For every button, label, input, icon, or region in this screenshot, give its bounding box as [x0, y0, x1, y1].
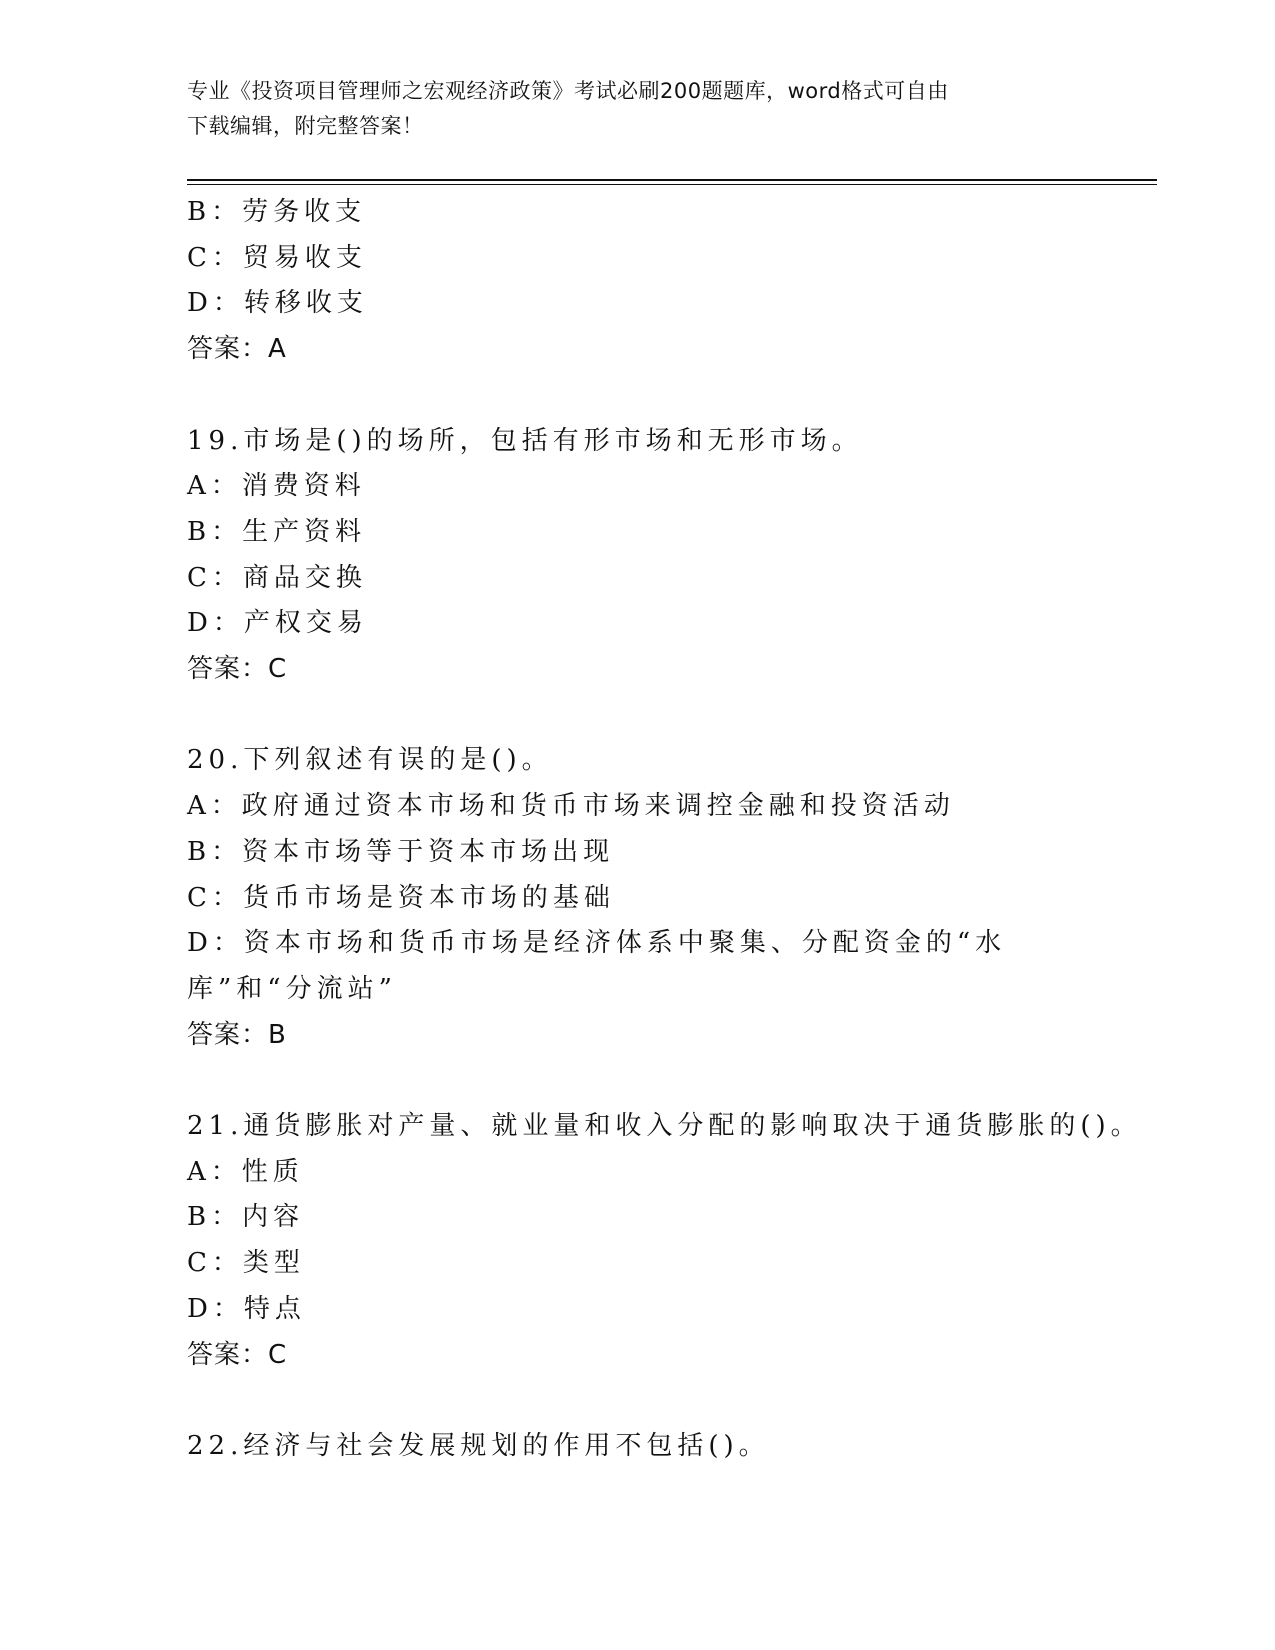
option-d: D：特点	[187, 1293, 306, 1324]
question-text: 20.下列叙述有误的是()。	[187, 745, 553, 776]
question-22	[187, 1424, 1087, 1470]
option-a: A：消费资料	[187, 471, 366, 502]
question-text: 22.经济与社会发展规划的作用不包括()。	[187, 1430, 770, 1461]
question-20	[187, 738, 1087, 1058]
option-c: C：货币市场是资本市场的基础	[187, 882, 615, 913]
option-d: D：资本市场和货币市场是经济体系中聚集、分配资金的“水库”和“分流站”	[187, 928, 1007, 1004]
document-header	[187, 74, 1067, 144]
answer: 答案：C	[187, 1339, 288, 1370]
option-d: D：转移收支	[187, 288, 368, 319]
option-a: A：性质	[187, 1156, 304, 1187]
option-b: B：内容	[187, 1202, 305, 1233]
question-list	[187, 190, 1142, 1470]
option-a: A：政府通过资本市场和货币市场来调控金融和投资活动	[187, 791, 955, 822]
answer: 答案：A	[187, 334, 287, 365]
option-c: C：贸易收支	[187, 242, 367, 273]
option-c: C：商品交换	[187, 562, 367, 593]
option-d: D：产权交易	[187, 608, 368, 639]
option-b: B：生产资料	[187, 516, 367, 547]
header-rule-thick	[187, 179, 1157, 181]
question-18-tail	[187, 190, 1087, 373]
question-21	[187, 1104, 1142, 1378]
question-text: 21.通货膨胀对产量、就业量和收入分配的影响取决于通货膨胀的()。	[187, 1111, 1142, 1142]
question-19	[187, 419, 1087, 693]
option-b: B：资本市场等于资本市场出现	[187, 836, 615, 867]
question-text: 19.市场是()的场所，包括有形市场和无形市场。	[187, 425, 863, 456]
header-line-2: 下载编辑，附完整答案！	[187, 114, 424, 138]
header-rule-thin	[187, 184, 1157, 185]
answer: 答案：C	[187, 654, 288, 685]
answer: 答案：B	[187, 1019, 287, 1050]
option-c: C：类型	[187, 1248, 305, 1279]
option-b: B：劳务收支	[187, 197, 367, 227]
header-line-1: 专业《投资项目管理师之宏观经济政策》考试必刷200题题库，word格式可自由	[187, 79, 949, 103]
